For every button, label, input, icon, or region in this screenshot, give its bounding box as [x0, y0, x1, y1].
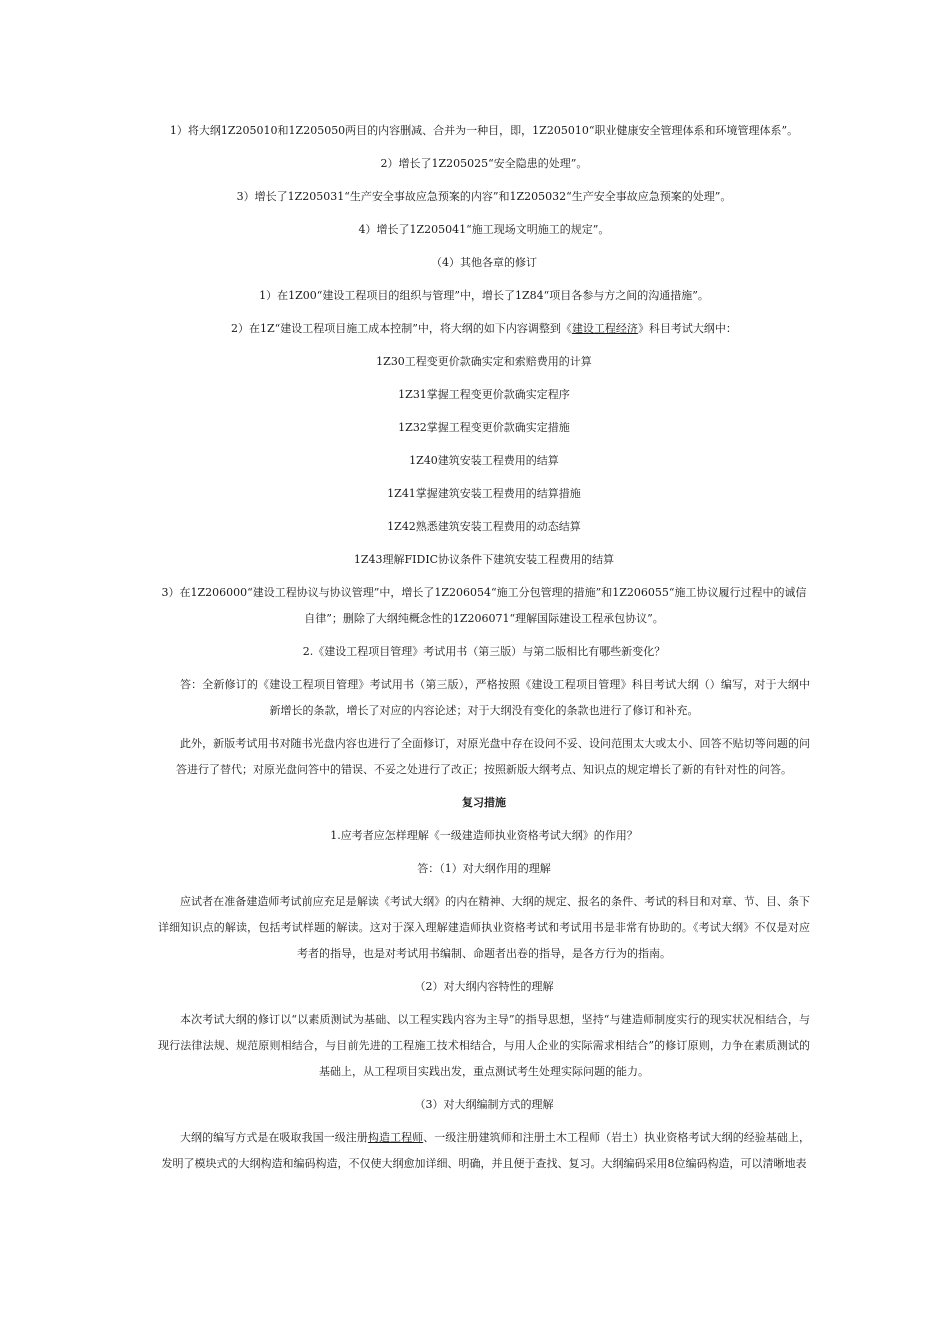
paragraph-1z00: 1）在1Z00“建设工程项目的组织与管理”中，增长了1Z84“项目各参与方之间的沟通措施”。 — [259, 289, 709, 302]
text-segment: 2）在1Z“建设工程项目施工成本控制”中，将大纲的如下内容调整到《 — [231, 322, 572, 335]
link-structural-engineer[interactable]: 构造工程师 — [367, 1131, 424, 1144]
item-1z42: 1Z42熟悉建筑安装工程费用的动态结算 — [387, 520, 581, 533]
paragraph-added-1z205041: 4）增长了1Z205041“施工现场文明施工的规定”。 — [358, 223, 610, 236]
document-page — [158, 118, 810, 1184]
question-2: 2.《建设工程项目管理》考试用书（第三版）与第二版相比有哪些新变化？ — [302, 645, 666, 658]
paragraph-contract-management: 3）在1Z206000“建设工程协议与协议管理”中，增长了1Z206054“施工分包管理的措施”和1Z206055“施工协议履行过程中的诚信自律”；删除了大纲纯概念性的1Z206071“理解国际建设工程承包协议”。 — [161, 586, 807, 625]
paragraph-added-1z205031: 3）增长了1Z205031“生产安全事故应急预案的内容”和1Z205032“生产安全事故应急预案的处理”。 — [236, 190, 732, 203]
paragraph-outline-format — [158, 1125, 810, 1177]
paragraph-cd-revision: 此外，新版考试用书对随书光盘内容也进行了全面修订，对原光盘中存在设问不妥、设问范围太大或太小、回答不贴切等问题的问答进行了替代；对原光盘问答中的错误、不妥之处进行了改正；按照新版大纲考点、知识点的规定增长了新的有针对性的问答。 — [176, 737, 810, 776]
subheading-outline-content: （2）对大纲内容特性的理解 — [414, 980, 554, 993]
item-1z40: 1Z40建筑安装工程费用的结算 — [409, 454, 559, 467]
question-1: 1.应考者应怎样理解《一级建造师执业资格考试大纲》的作用？ — [330, 829, 638, 842]
link-construction-economics[interactable]: 建设工程经济 — [571, 322, 638, 335]
item-1z43: 1Z43理解FIDIC协议条件下建筑安装工程费用的结算 — [353, 553, 615, 566]
paragraph-merge-items: 1）将大纲1Z205010和1Z205050两目的内容删减、合并为一种目，即，1Z205010“职业健康安全管理体系和环境管理体系”。 — [169, 124, 799, 137]
paragraph-cost-control — [158, 316, 810, 342]
subheading-other-chapters: （4）其他各章的修订 — [431, 256, 537, 269]
answer-2: 答：全新修订的《建设工程项目管理》考试用书（第三版），严格按照《建设工程项目管理》科目考试大纲（）编写，对于大纲中新增长的条款，增长了对应的内容论述；对于大纲没有变化的条款也进行了修订和补充。 — [180, 678, 810, 717]
paragraph-outline-role: 应试者在准备建造师考试前应充足是解读《考试大纲》的内在精神、大纲的规定、报名的条件、考试的科目和对章、节、目、条下详细知识点的解读，包括考试样题的解读。这对于深入理解建造师执业资格考试和考试用书是非常有协助的。《考试大纲》不仅是对应考者的指导，也是对考试用书编制、命题者出卷的指导，是各方行为的指南。 — [158, 895, 810, 960]
answer-1-heading: 答：（1）对大纲作用的理解 — [417, 862, 551, 875]
text-segment: 》科目考试大纲中： — [637, 322, 737, 335]
paragraph-added-1z205025: 2）增长了1Z205025“安全隐患的处理”。 — [380, 157, 588, 170]
subheading-outline-format: （3）对大纲编制方式的理解 — [414, 1098, 554, 1111]
text-segment: 、一级注册建筑师和注册土木工程师（岩土）执业资格考试大纲的经验基础上，发明了模块式的大纲构造和编码构造，不仅使大纲愈加详细、明确，并且便于查找、复习。大纲编码采用8位编码构造，可以清晰地表 — [161, 1131, 811, 1170]
text-segment: 大纲的编写方式是在吸取我国一级注册 — [180, 1131, 368, 1144]
section-heading-review: 复习措施 — [462, 796, 506, 809]
item-1z30: 1Z30工程变更价款确实定和索赔费用的计算 — [376, 355, 592, 368]
item-1z32: 1Z32掌握工程变更价款确实定措施 — [398, 421, 570, 434]
item-1z31: 1Z31掌握工程变更价款确实定程序 — [398, 388, 570, 401]
item-1z41: 1Z41掌握建筑安装工程费用的结算措施 — [387, 487, 581, 500]
paragraph-outline-revision: 本次考试大纲的修订以“以素质测试为基础、以工程实践内容为主导”的指导思想，坚持“与建造师制度实行的现实状况相结合，与现行法律法规、规范原则相结合，与目前先进的工程施工技术相结合，与用人企业的实际需求相结合”的修订原则，力争在素质测试的基础上，从工程项目实践出发，重点测试考生处理实际问题的能力。 — [158, 1013, 810, 1078]
